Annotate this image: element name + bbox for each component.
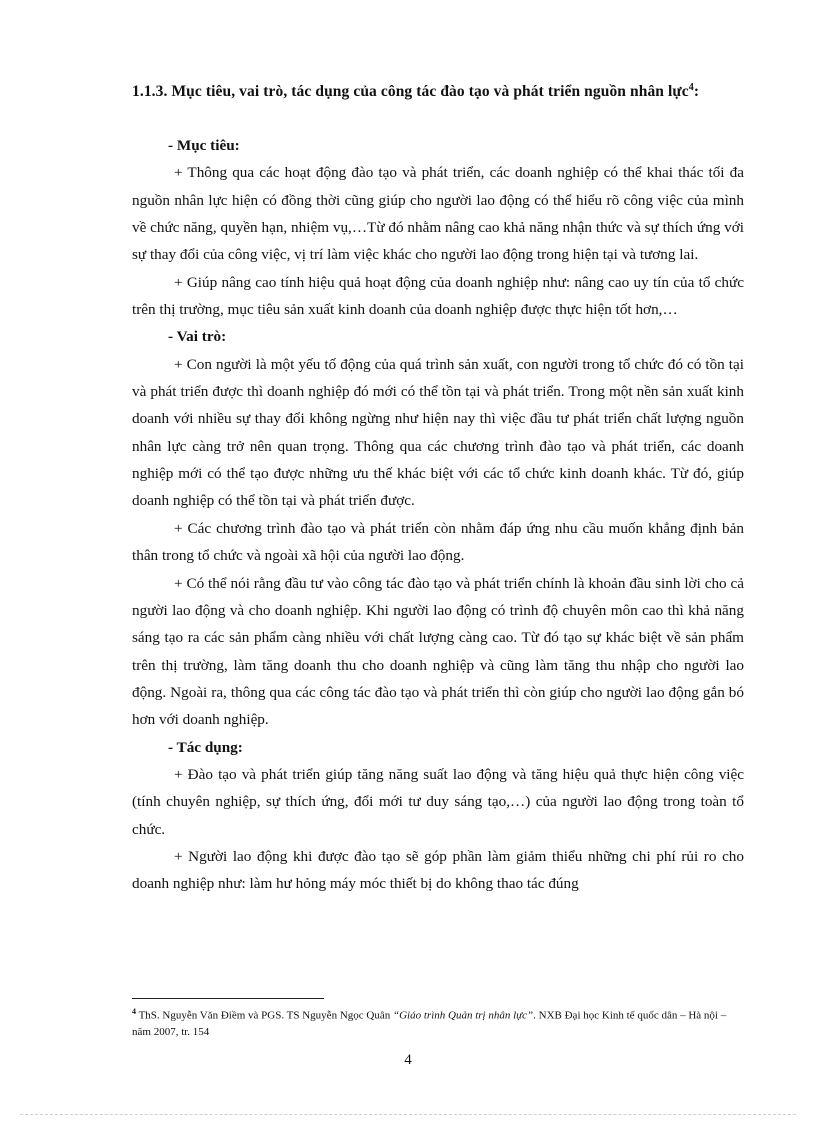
muc-tieu-title: - Mục tiêu: bbox=[168, 137, 240, 154]
page-bottom-border bbox=[20, 1114, 796, 1115]
tac-dung-title: - Tác dụng: bbox=[168, 738, 243, 756]
tac-dung-paragraph-2: + Người lao động khi được đào tạo sẽ góp phần làm giảm thiểu những chi phí rủi ro cho doanh nghiệp như: làm hư hỏng máy móc thiết bị do không thao tác đúng bbox=[132, 847, 744, 893]
heading-colon: : bbox=[693, 83, 700, 100]
muc-tieu-paragraph-2: + Giúp nâng cao tính hiệu quả hoạt động của doanh nghiệp như: nâng cao uy tín của tổ chức trên thị trường, mục tiêu sản xuất kinh doanh của doanh nghiệp được thực hiện tốt hơn,… bbox=[132, 273, 744, 319]
heading-footnote-marker: 4 bbox=[688, 81, 694, 93]
footnote bbox=[132, 1004, 742, 1040]
footnote-book-title: “Giáo trình Quản trị nhân lực” bbox=[392, 1009, 534, 1022]
footnote-authors: ThS. Nguyễn Văn Điềm và PGS. TS Nguyễn Ngọc Quân bbox=[138, 1009, 391, 1022]
footnote-separator bbox=[132, 998, 324, 999]
tac-dung-paragraph-1: + Đào tạo và phát triển giúp tăng năng suất lao động và tăng hiệu quả thực hiện công việc (tính chuyên nghiệp, sự thích ứng, đổi mới tư duy sáng tạo,…) của người lao động trong toàn tổ chức. bbox=[132, 765, 744, 838]
document-body bbox=[132, 132, 744, 898]
section-heading bbox=[132, 78, 744, 105]
footnote-publisher: . NXB Đại học Kinh tế quốc dân – Hà nội – năm 2007, tr. 154 bbox=[132, 1009, 727, 1038]
vai-tro-title: - Vai trò: bbox=[168, 328, 227, 346]
vai-tro-paragraph-1: + Con người là một yếu tố động của quá trình sản xuất, con người trong tổ chức đó có tồn tại và phát triển được thì doanh nghiệp đó mới có thể tồn tại và phát triển. Trong một nền sản xuất kinh doanh với nhiều sự thay đổi không ngừng như hiện nay thì việc đầu tư phát triển chất lượng nguồn nhân lực càng trở nên quan trọng. Thông qua các chương trình đào tạo và phát triển, các doanh nghiệp mới có thể tạo được những ưu thế khác biệt với các tổ chức kinh doanh khác. Từ đó, giúp doanh nghiệp có thể tồn tại và phát triển được. bbox=[132, 355, 744, 510]
heading-text: 1.1.3. Mục tiêu, vai trò, tác dụng của công tác đào tạo và phát triển nguồn nhân lực bbox=[132, 83, 689, 100]
vai-tro-paragraph-2: + Các chương trình đào tạo và phát triển còn nhằm đáp ứng nhu cầu muốn khẳng định bản thân trong tổ chức và ngoài xã hội của người lao động. bbox=[132, 519, 744, 565]
page-number: 4 bbox=[404, 1052, 412, 1068]
vai-tro-paragraph-3: + Có thể nói rằng đầu tư vào công tác đào tạo và phát triển chính là khoản đầu sinh lời cho cả người lao động và cho doanh nghiệp. Khi người lao động có trình độ chuyên môn cao thì khả năng sáng tạo ra các sản phẩm càng nhiều với chất lượng càng cao. Từ đó tạo sự khác biệt về sản phẩm trên thị trường, làm tăng doanh thu cho doanh nghiệp và cũng làm tăng thu nhập cho người lao động. Ngoài ra, thông qua các công tác đào tạo và phát triển thì còn giúp cho người lao động gắn bó hơn với doanh nghiệp. bbox=[132, 574, 744, 729]
footnote-marker: 4 bbox=[132, 1007, 136, 1016]
muc-tieu-paragraph-1: + Thông qua các hoạt động đào tạo và phát triển, các doanh nghiệp có thể khai thác tối đa nguồn nhân lực hiện có đồng thời cũng giúp cho người lao động có thể hiểu rõ công việc của mình về chức năng, quyền hạn, nhiệm vụ,…Từ đó nhằm nâng cao khả năng nhận thức và sự thích ứng với sự thay đổi của công việc, vị trí làm việc khác cho người lao động trong hiện tại và tương lai. bbox=[132, 164, 744, 264]
